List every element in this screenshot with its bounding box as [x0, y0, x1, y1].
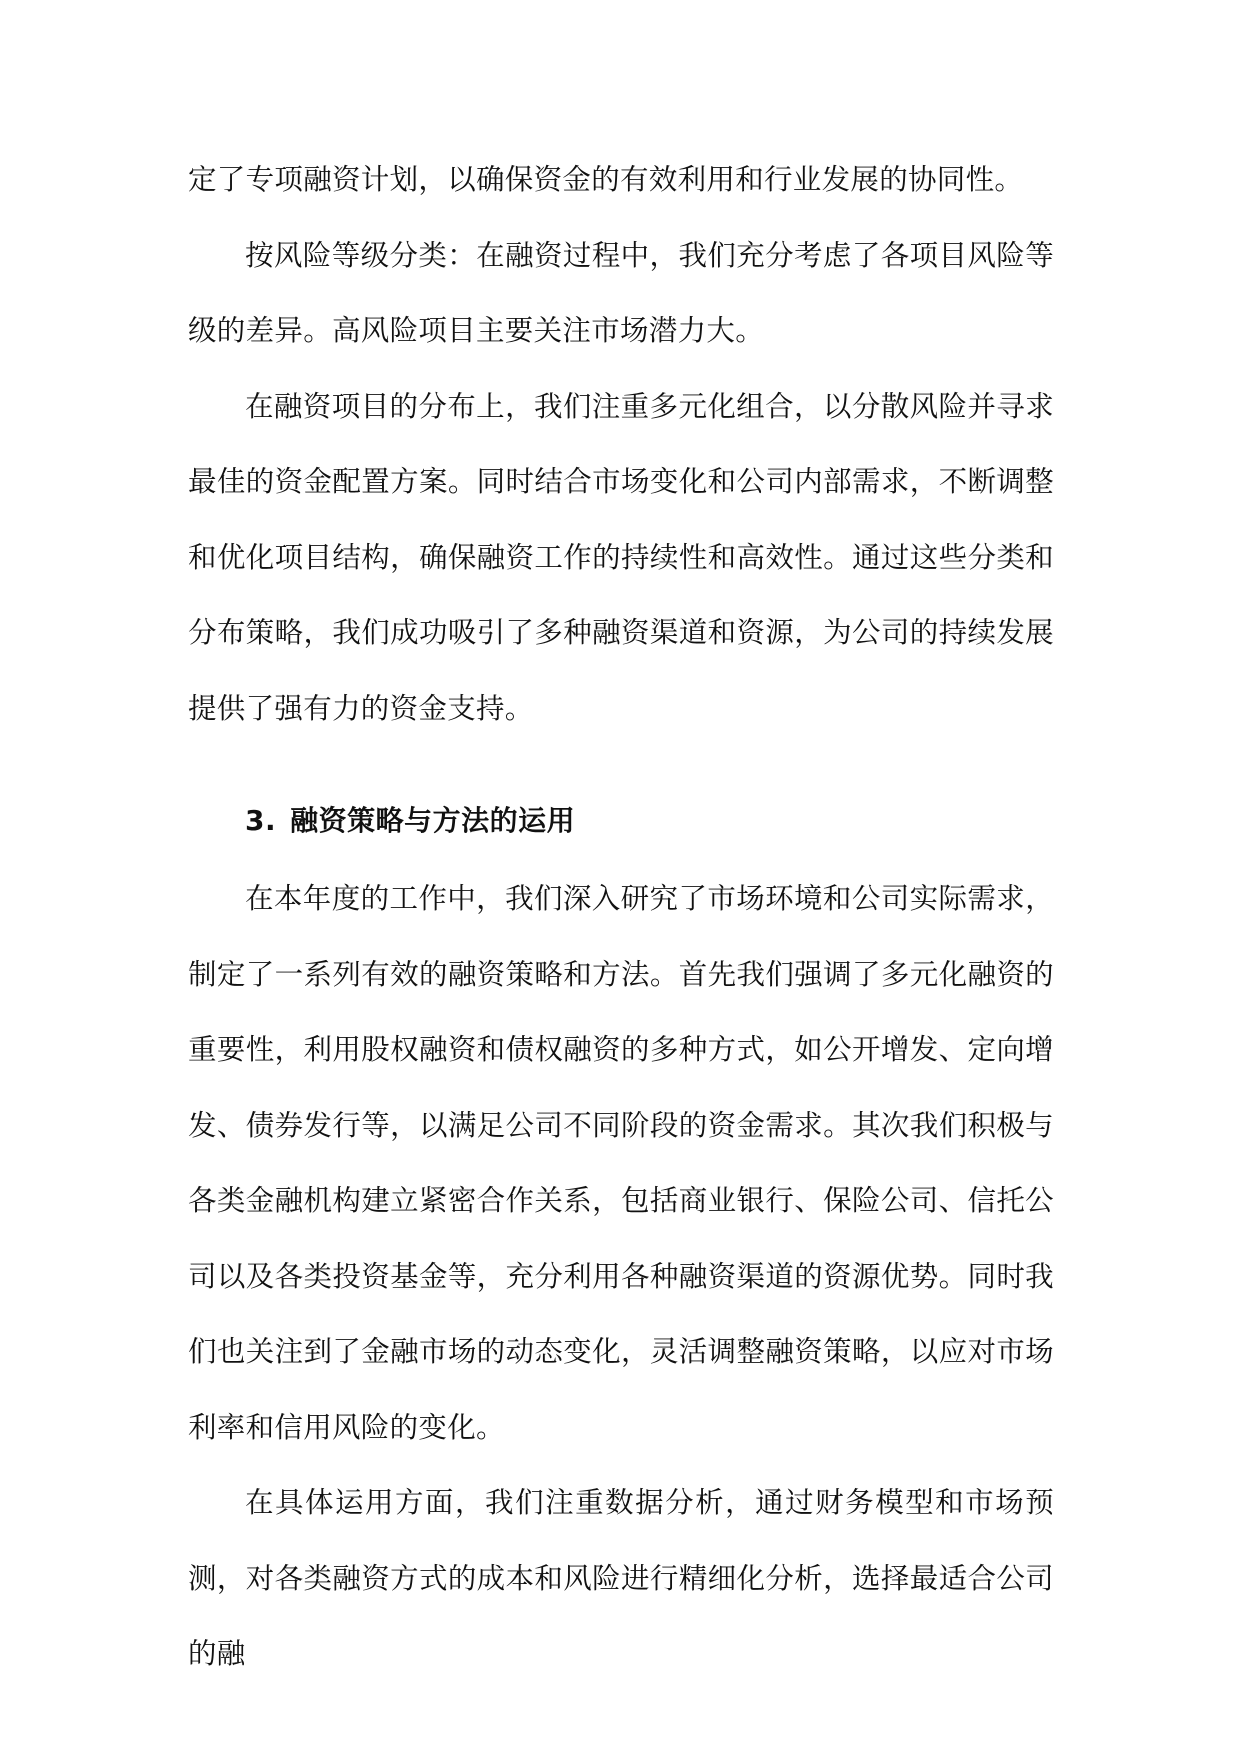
paragraph-continued: 定了专项融资计划，以确保资金的有效利用和行业发展的协同性。: [188, 163, 1024, 196]
section-heading: [188, 781, 1054, 861]
paragraph-risk-classification: 按风险等级分类：在融资过程中，我们充分考虑了各项目风险等级的差异。高风险项目主要关注市场潜力大。: [188, 238, 1054, 347]
paragraph-financing-strategy: 在本年度的工作中，我们深入研究了市场环境和公司实际需求，制定了一系列有效的融资策略和方法。首先我们强调了多元化融资的重要性，利用股权融资和债权融资的多种方式，如公开增发、定向增发、债券发行等，以满足公司不同阶段的资金需求。其次我们积极与各类金融机构建立紧密合作关系，包括商业银行、保险公司、信托公司以及各类投资基金等，充分利用各种融资渠道的资源优势。同时我们也关注到了金融市场的动态变化，灵活调整融资策略，以应对市场利率和信用风险的变化。: [188, 882, 1054, 1444]
paragraph-specific-application: 在具体运用方面，我们注重数据分析，通过财务模型和市场预测，对各类融资方式的成本和风险进行精细化分析，选择最适合公司的融: [188, 1486, 1054, 1670]
paragraph-project-distribution: 在融资项目的分布上，我们注重多元化组合，以分散风险并寻求最佳的资金配置方案。同时结合市场变化和公司内部需求，不断调整和优化项目结构，确保融资工作的持续性和高效性。通过这些分类和分布策略，我们成功吸引了多种融资渠道和资源，为公司的持续发展提供了强有力的资金支持。: [188, 389, 1054, 725]
section-number: 3.: [245, 804, 277, 837]
document-body: [188, 142, 1054, 1692]
section-title: 融资策略与方法的运用: [290, 804, 576, 837]
